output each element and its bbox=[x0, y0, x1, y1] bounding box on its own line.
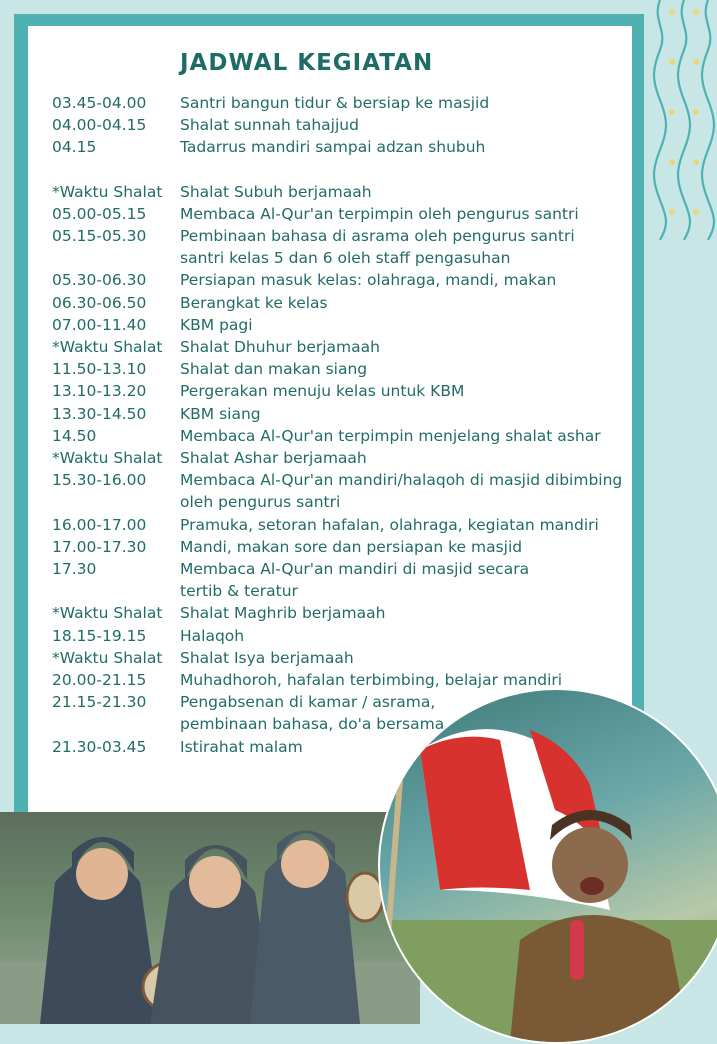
schedule-row bbox=[52, 225, 632, 269]
schedule-activity bbox=[180, 403, 632, 425]
schedule-activity bbox=[180, 336, 632, 358]
schedule-time: 11.50-13.10 bbox=[52, 360, 147, 379]
schedule-activity-line: Halaqoh bbox=[180, 626, 245, 645]
schedule-time: 04.00-04.15 bbox=[52, 116, 147, 135]
schedule-time: *Waktu Shalat bbox=[52, 182, 163, 201]
schedule-activity-line: Muhadhoroh, hafalan terbimbing, belajar mandiri bbox=[180, 671, 563, 690]
schedule-activity bbox=[180, 625, 632, 647]
scout-flag-photo bbox=[378, 688, 717, 1044]
schedule-activity bbox=[180, 358, 632, 380]
schedule-activity bbox=[180, 136, 632, 158]
schedule-time: 04.15 bbox=[52, 138, 97, 157]
schedule-activity bbox=[180, 181, 632, 203]
schedule-activity-line: Shalat sunnah tahajjud bbox=[180, 116, 359, 135]
schedule-time: 07.00-11.40 bbox=[52, 315, 147, 334]
schedule-activity-line: Mandi, makan sore dan persiapan ke masjid bbox=[180, 537, 523, 556]
schedule-activity bbox=[180, 447, 632, 469]
schedule-activity-line: Pembinaan bahasa di asrama oleh pengurus santri bbox=[180, 227, 575, 246]
schedule-activity-line: Santri bangun tidur & bersiap ke masjid bbox=[180, 94, 490, 112]
schedule-activity bbox=[180, 269, 632, 291]
schedule-activity-line: Shalat dan makan siang bbox=[180, 360, 368, 379]
schedule-activity bbox=[180, 380, 632, 402]
schedule-activity-line: Tadarrus mandiri sampai adzan shubuh bbox=[180, 138, 486, 157]
schedule-row bbox=[52, 358, 632, 380]
schedule-time: *Waktu Shalat bbox=[52, 648, 163, 667]
schedule-row bbox=[52, 114, 632, 136]
schedule-row bbox=[52, 514, 632, 536]
schedule-time: 20.00-21.15 bbox=[52, 671, 147, 690]
schedule-row bbox=[52, 314, 632, 336]
schedule-activity bbox=[180, 114, 632, 136]
schedule-time: *Waktu Shalat bbox=[52, 604, 163, 623]
schedule-row bbox=[52, 92, 632, 114]
schedule-row bbox=[52, 403, 632, 425]
schedule-activity-line: Berangkat ke kelas bbox=[180, 293, 328, 312]
schedule-activity-line: pembinaan bahasa, do'a bersama bbox=[180, 715, 445, 734]
schedule-activity-line: santri kelas 5 dan 6 oleh staff pengasuhan bbox=[180, 249, 511, 268]
schedule-time: 13.30-14.50 bbox=[52, 404, 147, 423]
schedule-activity bbox=[180, 514, 632, 536]
schedule-activity-line: Shalat Dhuhur berjamaah bbox=[180, 338, 380, 357]
schedule-activity-line: Pergerakan menuju kelas untuk KBM bbox=[180, 382, 465, 401]
schedule-list bbox=[52, 92, 632, 758]
students-drums-photo bbox=[0, 812, 420, 1024]
schedule-activity bbox=[180, 647, 632, 669]
schedule-activity bbox=[180, 602, 632, 624]
schedule-activity-line: Istirahat malam bbox=[180, 737, 303, 756]
schedule-row bbox=[52, 625, 632, 647]
schedule-time: 14.50 bbox=[52, 426, 97, 445]
schedule-row bbox=[52, 602, 632, 624]
schedule-activity-line: Shalat Subuh berjamaah bbox=[180, 182, 372, 201]
schedule-time: *Waktu Shalat bbox=[52, 449, 163, 468]
schedule-activity-line: Shalat Ashar berjamaah bbox=[180, 449, 367, 468]
schedule-activity-line: KBM siang bbox=[180, 404, 261, 423]
schedule-time: 13.10-13.20 bbox=[52, 382, 147, 401]
schedule-activity-line: Pengabsenan di kamar / asrama, bbox=[180, 693, 436, 712]
schedule-activity bbox=[180, 314, 632, 336]
schedule-time: 15.30-16.00 bbox=[52, 471, 147, 490]
schedule-row bbox=[52, 647, 632, 669]
schedule-activity bbox=[180, 225, 632, 269]
schedule-activity bbox=[180, 292, 632, 314]
schedule-time: 06.30-06.50 bbox=[52, 293, 147, 312]
schedule-row bbox=[52, 425, 632, 447]
schedule-activity-line: Membaca Al-Qur'an mandiri/halaqoh di masjid dibimbing bbox=[180, 471, 623, 490]
schedule-time: 18.15-19.15 bbox=[52, 626, 147, 645]
schedule-activity-line: Membaca Al-Qur'an mandiri di masjid secara bbox=[180, 560, 530, 579]
schedule-row bbox=[52, 447, 632, 469]
schedule-activity bbox=[180, 558, 632, 602]
schedule-activity bbox=[180, 536, 632, 558]
schedule-time: 05.15-05.30 bbox=[52, 227, 147, 246]
schedule-time: 21.15-21.30 bbox=[52, 693, 147, 712]
schedule-row bbox=[52, 469, 632, 513]
schedule-row bbox=[52, 536, 632, 558]
schedule-activity-line: Membaca Al-Qur'an terpimpin oleh pengurus santri bbox=[180, 204, 579, 223]
page-title: JADWAL KEGIATAN bbox=[180, 50, 434, 76]
schedule-activity-line: Shalat Isya berjamaah bbox=[180, 648, 354, 667]
schedule-activity-line: KBM pagi bbox=[180, 315, 253, 334]
schedule-spacer bbox=[52, 159, 632, 181]
schedule-time: 21.30-03.45 bbox=[52, 737, 147, 756]
schedule-row bbox=[52, 136, 632, 158]
schedule-activity bbox=[180, 203, 632, 225]
schedule-time: 05.00-05.15 bbox=[52, 204, 147, 223]
schedule-time: 03.45-04.00 bbox=[52, 94, 147, 112]
schedule-time: 17.00-17.30 bbox=[52, 537, 147, 556]
schedule-activity-line: tertib & teratur bbox=[180, 582, 298, 601]
schedule-activity-line: oleh pengurus santri bbox=[180, 493, 341, 512]
schedule-time: 16.00-17.00 bbox=[52, 515, 147, 534]
schedule-row bbox=[52, 181, 632, 203]
schedule-time: 05.30-06.30 bbox=[52, 271, 147, 290]
schedule-activity-line: Membaca Al-Qur'an terpimpin menjelang shalat ashar bbox=[180, 426, 601, 445]
schedule-activity bbox=[180, 469, 632, 513]
schedule-row bbox=[52, 558, 632, 602]
schedule-time: *Waktu Shalat bbox=[52, 338, 163, 357]
schedule-row bbox=[52, 269, 632, 291]
schedule-row bbox=[52, 203, 632, 225]
schedule-activity bbox=[180, 92, 632, 114]
schedule-activity-line: Persiapan masuk kelas: olahraga, mandi, makan bbox=[180, 271, 557, 290]
schedule-activity-line: Shalat Maghrib berjamaah bbox=[180, 604, 386, 623]
schedule-activity bbox=[180, 425, 632, 447]
schedule-time: 17.30 bbox=[52, 560, 97, 579]
schedule-row bbox=[52, 380, 632, 402]
schedule-activity-line: Pramuka, setoran hafalan, olahraga, kegiatan mandiri bbox=[180, 515, 599, 534]
schedule-row bbox=[52, 292, 632, 314]
wave-decoration-icon bbox=[652, 0, 717, 240]
schedule-row bbox=[52, 336, 632, 358]
